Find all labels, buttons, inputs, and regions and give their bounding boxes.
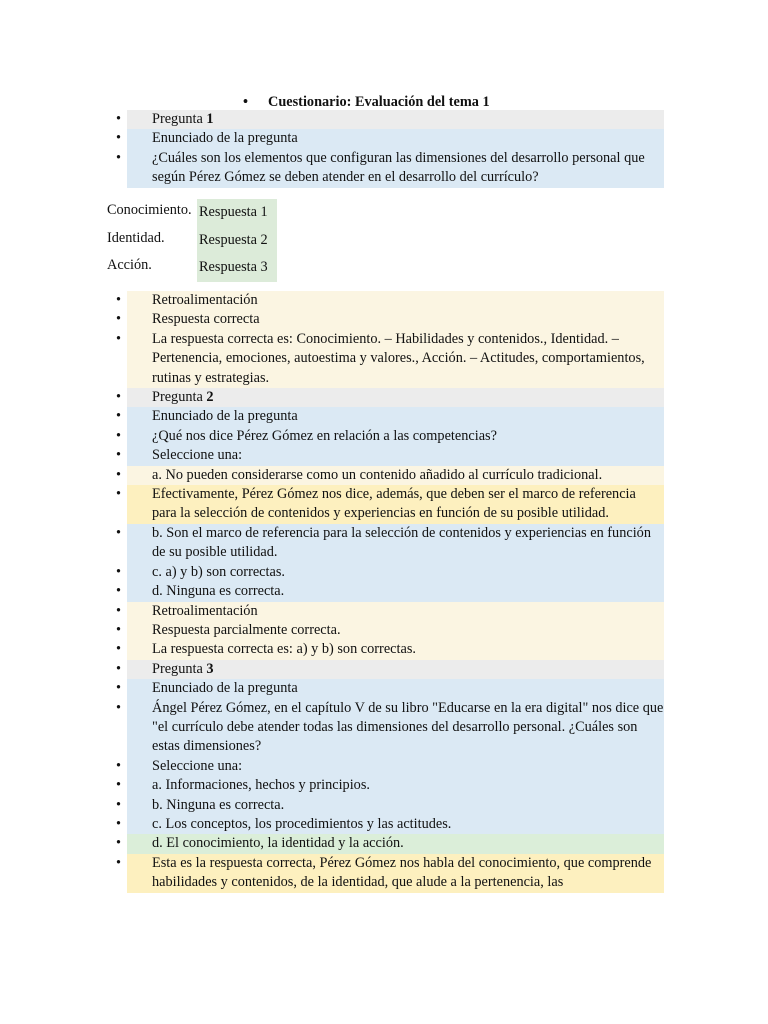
answer-row	[107, 199, 307, 227]
question-1-header	[111, 110, 664, 129]
feedback-2-text	[111, 640, 664, 659]
feedback-1-status	[111, 310, 664, 329]
feedback-label: Retroalimentación	[152, 292, 258, 308]
question-label: Pregunta	[152, 660, 203, 677]
bullet: •	[116, 130, 122, 147]
feedback-2-status	[111, 621, 664, 640]
option-note: Efectivamente, Pérez Gómez nos dice, además, que deben ser el marco de referencia para la selección de contenidos y experiencias en función de su posible utilidad.	[152, 486, 636, 522]
answer-label: Acción.	[107, 257, 152, 273]
question-label: Pregunta	[152, 389, 203, 406]
bullet: •	[116, 486, 122, 503]
question-number: 1	[206, 111, 214, 127]
bullet: •	[116, 641, 122, 658]
bullet: •	[116, 563, 122, 580]
bullet: •	[116, 680, 122, 697]
bullet: •	[116, 796, 122, 813]
question-3-statement-label	[111, 679, 664, 698]
bullet: •	[116, 660, 122, 677]
bullet: •	[116, 602, 122, 619]
title-text: Cuestionario: Evaluación del tema 1	[268, 94, 490, 110]
question-2-select	[111, 446, 664, 465]
answer-label: Identidad.	[107, 229, 165, 246]
bullet: •	[116, 149, 122, 166]
answer-matching	[107, 199, 307, 282]
select-prompt: Seleccione una:	[152, 757, 243, 774]
bullet: •	[116, 583, 122, 600]
question-3-text	[111, 699, 664, 757]
bullet: •	[116, 815, 122, 832]
option-text: a. No pueden considerarse como un contenido añadido al currículo tradicional.	[152, 466, 603, 483]
question-text: Ángel Pérez Gómez, en el capítulo V de su libro "Educarse en la era digital" nos dice que "el currículo debe atender todas las dimensiones del desarrollo personal. ¿Cuáles son estas dimensiones?	[152, 699, 664, 755]
bullet: •	[116, 621, 122, 638]
bullet: •	[243, 94, 249, 110]
bullet: •	[116, 330, 122, 347]
question-3-select	[111, 757, 664, 776]
bullet: •	[116, 292, 122, 308]
bullet: •	[116, 447, 122, 464]
answer-label: Conocimiento.	[107, 202, 192, 218]
answer-box[interactable]: Respuesta 3	[197, 254, 277, 282]
question-1-text	[111, 149, 664, 188]
feedback-status: Respuesta correcta	[152, 311, 260, 328]
bullet: •	[116, 466, 122, 483]
feedback-2-label	[111, 602, 664, 621]
bullet: •	[116, 111, 122, 127]
bullet: •	[116, 311, 122, 328]
question-2-option-note	[111, 485, 664, 524]
question-2-option-d[interactable]	[111, 582, 664, 601]
option-text: c. a) y b) son correctas.	[152, 563, 285, 580]
statement-label: Enunciado de la pregunta	[152, 408, 298, 425]
option-note: Esta es la respuesta correcta, Pérez Gómez nos habla del conocimiento, que comprende habilidades y contenidos, de la identidad, que alude a la pertenencia, las	[152, 854, 652, 891]
feedback-1-text	[111, 330, 664, 388]
question-number: 2	[206, 389, 214, 406]
option-text: b. Son el marco de referencia para la selección de contenidos y experiencias en función de su posible utilidad.	[152, 524, 651, 561]
question-2-statement-label	[111, 407, 664, 426]
question-label: Pregunta	[152, 111, 203, 127]
answer-box[interactable]: Respuesta 1	[197, 199, 277, 227]
question-2-text	[111, 427, 664, 446]
question-2-option-c[interactable]	[111, 563, 664, 582]
bullet: •	[116, 757, 122, 774]
option-text: a. Informaciones, hechos y principios.	[152, 777, 370, 794]
feedback-1-label	[111, 291, 664, 310]
question-number: 3	[206, 660, 214, 677]
main-list	[111, 291, 664, 893]
bullet: •	[116, 777, 122, 794]
bullet: •	[116, 408, 122, 425]
option-text: d. El conocimiento, la identidad y la acción.	[152, 835, 404, 852]
bullet: •	[116, 835, 122, 852]
bullet: •	[116, 699, 122, 716]
question-2-option-a[interactable]	[111, 466, 664, 485]
answer-row	[107, 227, 307, 255]
question-2-header	[111, 388, 664, 407]
question-3-option-note	[111, 854, 664, 893]
feedback-label: Retroalimentación	[152, 602, 258, 619]
question-1-block	[111, 110, 664, 188]
question-2-option-b[interactable]	[111, 524, 664, 563]
bullet: •	[116, 389, 122, 406]
question-3-header	[111, 660, 664, 679]
bullet: •	[116, 854, 122, 871]
answer-row	[107, 254, 307, 282]
feedback-text: La respuesta correcta es: a) y b) son correctas.	[152, 641, 416, 658]
question-text: ¿Cuáles son los elementos que configuran las dimensiones del desarrollo personal que según Pérez Gómez se deben atender en el desarrollo del currículo?	[152, 149, 645, 186]
feedback-text: La respuesta correcta es: Conocimiento. – Habilidades y contenidos., Identidad. – Pertenencia, emociones, autoestima y valores., Acción. – Actitudes, comportamientos, rutinas y estrategias.	[152, 330, 645, 386]
question-text: ¿Qué nos dice Pérez Gómez en relación a las competencias?	[152, 427, 497, 444]
answer-box[interactable]: Respuesta 2	[197, 227, 277, 255]
question-3-option-c[interactable]	[111, 815, 664, 834]
question-3-option-a[interactable]	[111, 776, 664, 795]
statement-label: Enunciado de la pregunta	[152, 130, 298, 147]
bullet: •	[116, 427, 122, 444]
bullet: •	[116, 524, 122, 541]
select-prompt: Seleccione una:	[152, 447, 243, 464]
option-text: d. Ninguna es correcta.	[152, 583, 285, 600]
question-3-option-b[interactable]	[111, 796, 664, 815]
option-text: c. Los conceptos, los procedimientos y las actitudes.	[152, 815, 452, 832]
question-3-option-d[interactable]	[111, 834, 664, 853]
statement-label: Enunciado de la pregunta	[152, 680, 298, 697]
option-text: b. Ninguna es correcta.	[152, 796, 285, 813]
feedback-status: Respuesta parcialmente correcta.	[152, 621, 341, 638]
question-1-statement-label	[111, 129, 664, 148]
